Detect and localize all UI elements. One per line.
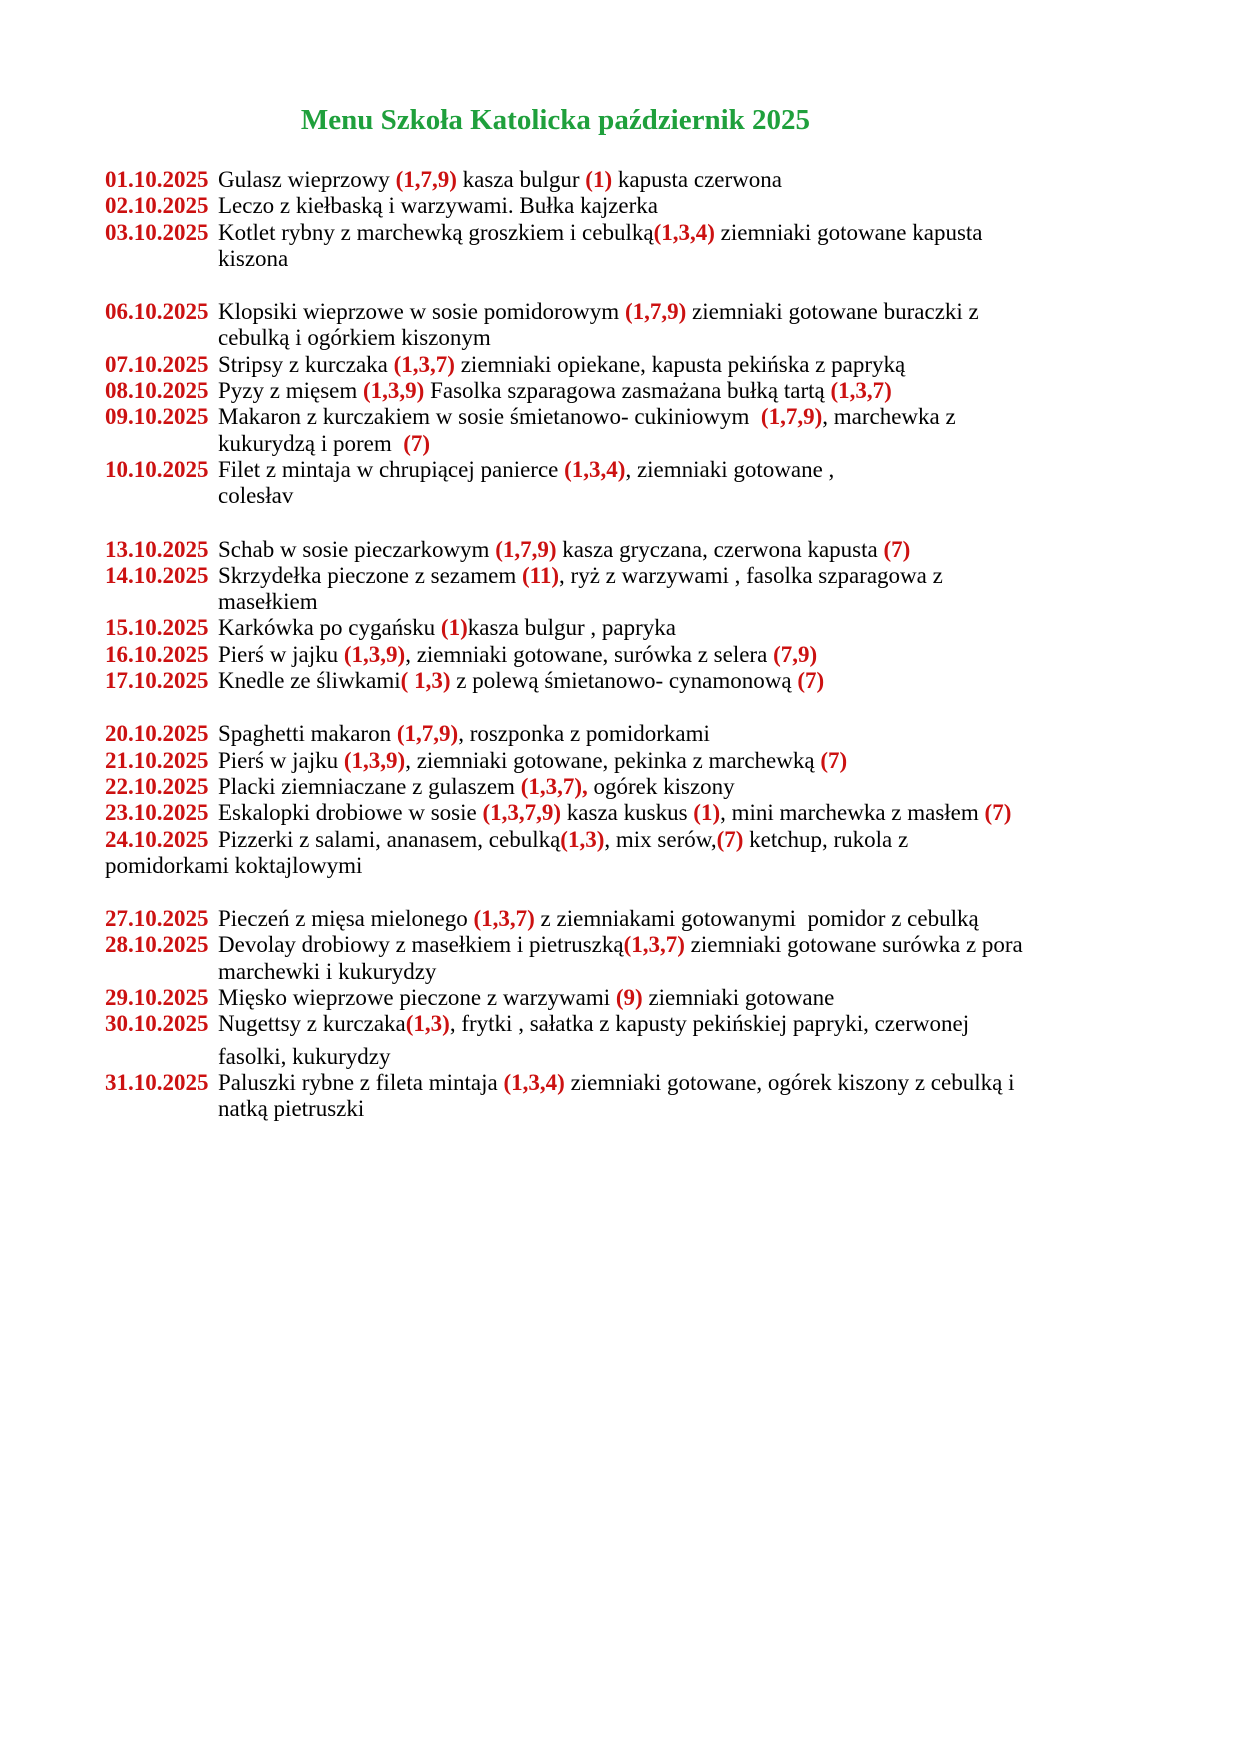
entry-text — [218, 299, 1146, 352]
allergen-code: (7) — [403, 430, 431, 456]
entry-text — [218, 537, 1146, 563]
dish-text: colesłav — [218, 483, 294, 509]
entry-date: 23.10.2025 — [105, 800, 209, 826]
entry-text — [218, 985, 1146, 1011]
allergen-code: (11) — [521, 562, 560, 588]
entry-date: 21.10.2025 — [105, 747, 209, 773]
allergen-code: (1,3,9) — [343, 747, 406, 773]
allergen-code: (1,3,7) — [393, 351, 455, 377]
dish-text: z ziemniakami gotowanymi pomidor z cebulką — [534, 906, 979, 932]
entry-date: 30.10.2025 — [105, 1011, 209, 1037]
dish-text: , ryż z warzywami , fasolka szparagowa z — [559, 562, 943, 588]
menu-entry — [105, 800, 1146, 826]
dish-text: kasza kuskus — [561, 800, 694, 826]
allergen-code: (1,3,7) — [473, 906, 535, 932]
allergen-code: (1,3,7), — [520, 773, 588, 799]
dish-text: pomidorkami koktajlowymi — [105, 852, 363, 878]
entry-line — [218, 299, 1146, 325]
dish-text: Eskalopki drobiowe w sosie — [218, 800, 483, 826]
entry-date: 29.10.2025 — [105, 985, 209, 1011]
dish-text: , ziemniaki gotowane , — [625, 456, 835, 482]
entry-line — [218, 220, 1146, 246]
menu-entry — [105, 220, 1146, 273]
allergen-code: (1,3) — [405, 1011, 450, 1037]
dish-text: , marchewka z — [822, 404, 956, 430]
allergen-code: (1,7,9) — [624, 299, 687, 325]
menu-entry — [105, 563, 1146, 616]
dish-text: z polewą śmietanowo- cynamonową — [450, 668, 798, 694]
entry-text — [218, 1011, 1146, 1070]
entry-text — [218, 563, 1146, 616]
menu-entry — [105, 615, 1146, 641]
entry-text — [218, 352, 1146, 378]
dish-text: Schab w sosie pieczarkowym — [218, 536, 496, 562]
menu-list — [105, 167, 1146, 1123]
allergen-code: (1,7,9) — [396, 721, 459, 747]
dish-text: marchewki i kukurydzy — [218, 958, 437, 984]
dish-text: , mix serów, — [604, 826, 717, 852]
allergen-code: (7) — [716, 826, 744, 852]
dish-text: Spaghetti makaron — [218, 721, 397, 747]
menu-entry — [105, 748, 1146, 774]
entry-line — [218, 431, 1146, 457]
allergen-code: (1,3,7) — [830, 378, 892, 404]
entry-line — [218, 483, 1146, 509]
dish-text: Skrzydełka pieczone z sezamem — [218, 562, 522, 588]
entry-date: 27.10.2025 — [105, 906, 209, 932]
allergen-code: (1,3,9) — [363, 378, 425, 404]
dish-text: ziemniaki gotowane kapusta — [714, 219, 983, 245]
entry-text — [218, 1070, 1146, 1123]
entry-date: 16.10.2025 — [105, 641, 209, 667]
entry-line — [218, 325, 1146, 351]
dish-text: fasolki, kukurydzy — [218, 1043, 391, 1069]
entry-text — [218, 167, 1146, 193]
menu-entry — [105, 404, 1146, 457]
menu-entry — [105, 1070, 1146, 1123]
entry-line — [218, 774, 1146, 800]
entry-text — [218, 906, 1146, 932]
entry-text — [218, 457, 1146, 510]
entry-line — [218, 827, 1146, 853]
dish-text: Gulasz wieprzowy — [218, 167, 396, 192]
dish-text: ziemniaki gotowane buraczki z — [686, 299, 979, 325]
entry-text — [218, 748, 1146, 774]
dish-text: , ziemniaki gotowane, pekinka z marchewką — [405, 747, 821, 773]
dish-text: natką pietruszki — [218, 1096, 365, 1122]
menu-entry — [105, 985, 1146, 1011]
entry-line — [218, 800, 1146, 826]
dish-text: kasza gryczana, czerwona kapusta — [556, 536, 884, 562]
allergen-code: (1,7,9) — [495, 536, 557, 562]
entry-line — [218, 1070, 1146, 1096]
allergen-code: (1) — [585, 167, 613, 192]
menu-entry — [105, 774, 1146, 800]
entry-date: 06.10.2025 — [105, 299, 209, 325]
menu-entry — [105, 352, 1146, 378]
dish-text: Placki ziemniaczane z gulaszem — [218, 773, 521, 799]
entry-date: 09.10.2025 — [105, 404, 209, 430]
menu-entry — [105, 932, 1146, 985]
entry-line — [218, 404, 1146, 430]
dish-text: Karkówka po cygańsku — [218, 615, 441, 641]
entry-date: 10.10.2025 — [105, 456, 209, 482]
allergen-code: (7) — [984, 800, 1012, 826]
entry-line — [218, 932, 1146, 958]
dish-text: , ziemniaki gotowane, surówka z selera — [405, 641, 774, 667]
entry-date: 20.10.2025 — [105, 721, 209, 747]
dish-text: Pierś w jajku — [218, 747, 344, 773]
entry-line — [218, 721, 1146, 747]
menu-entry — [105, 1011, 1146, 1070]
entry-date: 22.10.2025 — [105, 773, 209, 799]
allergen-code: (7) — [797, 668, 825, 694]
entry-date: 02.10.2025 — [105, 193, 209, 219]
dish-text: Devolay drobiowy z masełkiem i pietruszką — [218, 932, 624, 958]
entry-line — [218, 537, 1146, 563]
menu-entry — [105, 537, 1146, 563]
entry-text — [218, 615, 1146, 641]
dish-text: ziemniaki gotowane — [642, 985, 835, 1011]
entry-line — [218, 959, 1146, 985]
entry-text — [218, 404, 1146, 457]
entry-date: 31.10.2025 — [105, 1069, 209, 1095]
allergen-code: (1,3,7) — [623, 932, 685, 958]
entry-date: 08.10.2025 — [105, 378, 209, 404]
allergen-code: (9) — [615, 985, 643, 1011]
dish-text: Knedle ze śliwkami — [218, 668, 401, 694]
entry-text — [218, 220, 1146, 273]
entry-line — [218, 1011, 1146, 1037]
dish-text: Stripsy z kurczaka — [218, 351, 394, 377]
entry-date: 13.10.2025 — [105, 536, 209, 562]
page-title: Menu Szkoła Katolicka październik 2025 — [300, 104, 811, 136]
dish-text: kukurydzą i porem — [218, 430, 404, 456]
dish-text: Nugettsy z kurczaka — [218, 1011, 406, 1037]
entry-line — [218, 748, 1146, 774]
entry-line — [218, 167, 1146, 193]
allergen-code: (1,3) — [560, 826, 605, 852]
dish-text: ziemniaki gotowane, ogórek kiszony z cebulką i — [564, 1069, 1015, 1095]
allergen-code: (1,3,9) — [343, 641, 406, 667]
allergen-code: (1,7,9) — [395, 167, 457, 192]
entry-text — [218, 642, 1146, 668]
entry-line — [218, 563, 1146, 589]
menu-entry — [105, 906, 1146, 932]
entry-text — [218, 721, 1146, 747]
allergen-code: (1,3,4) — [653, 219, 715, 245]
entry-date: 14.10.2025 — [105, 562, 209, 588]
entry-text — [218, 800, 1146, 826]
entry-line — [218, 1096, 1146, 1122]
dish-text: ogórek kiszony — [587, 773, 735, 799]
dish-text: kasza bulgur , papryka — [467, 615, 676, 641]
dish-text: Mięsko wieprzowe pieczone z warzywami — [218, 985, 616, 1011]
entry-line — [218, 352, 1146, 378]
dish-text: kapusta czerwona — [612, 167, 782, 192]
allergen-code: (1) — [693, 800, 721, 826]
allergen-code: (7,9) — [773, 641, 818, 667]
dish-text: Kotlet rybny z marchewką groszkiem i cebulką — [218, 219, 654, 245]
entry-line — [218, 589, 1146, 615]
dish-text: Paluszki rybne z fileta mintaja — [218, 1069, 504, 1095]
entry-line — [218, 985, 1146, 1011]
dish-text: kiszona — [218, 245, 289, 271]
dish-text: , frytki , sałatka z kapusty pekińskiej papryki, czerwonej — [449, 1011, 970, 1037]
entry-line — [105, 853, 1146, 879]
menu-entry — [105, 193, 1146, 219]
dish-text: Fasolka szparagowa zasmażana bułką tartą — [424, 378, 831, 404]
allergen-code: (1,7,9) — [760, 404, 823, 430]
entry-date: 01.10.2025 — [105, 167, 209, 192]
menu-entry — [105, 642, 1146, 668]
entry-text — [218, 378, 1146, 404]
entry-date: 07.10.2025 — [105, 351, 209, 377]
entry-text — [218, 932, 1146, 985]
menu-entry — [105, 827, 1146, 880]
menu-entry — [105, 668, 1146, 694]
entry-text — [218, 774, 1146, 800]
dish-text: Pyzy z mięsem — [218, 378, 363, 404]
entry-line — [218, 668, 1146, 694]
entry-line — [218, 1044, 1146, 1070]
dish-text: , roszponka z pomidorkami — [458, 721, 710, 747]
dish-text: Makaron z kurczakiem w sosie śmietanowo- cukiniowym — [218, 404, 761, 430]
entry-date: 28.10.2025 — [105, 932, 209, 958]
dish-text: masełkiem — [218, 589, 318, 615]
dish-text: Filet z mintaja w chrupiącej panierce — [218, 456, 565, 482]
menu-entry — [105, 299, 1146, 352]
allergen-code: (1,3,7,9) — [482, 800, 562, 826]
entry-text — [218, 193, 1146, 219]
entry-line — [218, 193, 1146, 219]
dish-text: ziemniaki opiekane, kapusta pekińska z papryką — [454, 351, 906, 377]
dish-text: ziemniaki gotowane surówka z pora — [684, 932, 1023, 958]
dish-text: , mini marchewka z masłem — [720, 800, 985, 826]
entry-text — [218, 668, 1146, 694]
menu-entry — [105, 721, 1146, 747]
entry-line — [218, 906, 1146, 932]
entry-line — [218, 246, 1146, 272]
entry-line — [218, 642, 1146, 668]
dish-text: kasza bulgur — [456, 167, 586, 192]
dish-text: Pieczeń z mięsa mielonego — [218, 906, 474, 932]
allergen-code: (1,3,4) — [503, 1069, 565, 1095]
entry-line — [218, 615, 1146, 641]
dish-text: Leczo z kiełbaską i warzywami. Bułka kajzerka — [218, 193, 658, 219]
entry-date: 17.10.2025 — [105, 668, 209, 694]
allergen-code: ( 1,3) — [400, 668, 451, 694]
menu-entry — [105, 167, 1146, 193]
dish-text: Klopsiki wieprzowe w sosie pomidorowym — [218, 299, 625, 325]
allergen-code: (1) — [440, 615, 468, 641]
entry-line — [218, 378, 1146, 404]
allergen-code: (1,3,4) — [564, 456, 626, 482]
dish-text: cebulką i ogórkiem kiszonym — [218, 325, 491, 351]
entry-date: 24.10.2025 — [105, 826, 209, 852]
dish-text: Pizzerki z salami, ananasem, cebulką — [218, 826, 561, 852]
entry-line — [218, 457, 1146, 483]
entry-date: 03.10.2025 — [105, 219, 209, 245]
menu-entry — [105, 457, 1146, 510]
menu-entry — [105, 378, 1146, 404]
dish-text: ketchup, rukola z — [743, 826, 909, 852]
entry-date: 15.10.2025 — [105, 615, 209, 641]
allergen-code: (7) — [883, 536, 911, 562]
dish-text: Pierś w jajku — [218, 641, 344, 667]
allergen-code: (7) — [820, 747, 848, 773]
